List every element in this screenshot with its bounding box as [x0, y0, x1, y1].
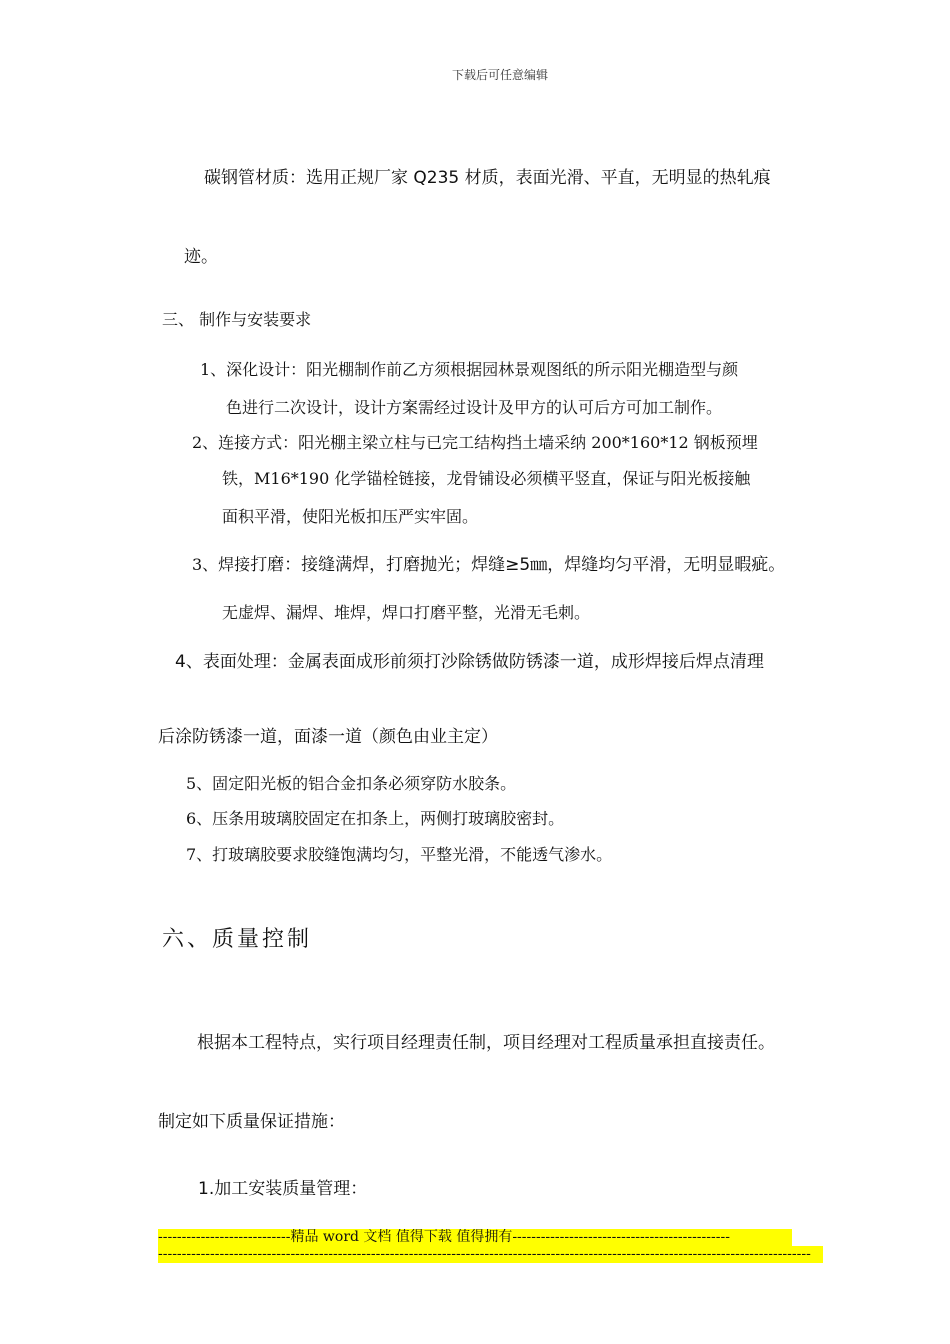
footer-banner-line-1: ----------------------------精品 word 文档 值得下载 值得拥有----------------------------------------------	[158, 1229, 792, 1246]
item-2-line-1: 2、连接方式：阳光棚主梁立柱与已完工结构挡土墙采纳 200*160*12 钢板预埋	[192, 433, 758, 452]
paragraph-material-line-1: 碳钢管材质：选用正规厂家 Q235 材质，表面光滑、平直，无明显的热轧痕	[204, 168, 771, 188]
paragraph-responsibility: 根据本工程特点，实行项目经理责任制，项目经理对工程质量承担直接责任。	[197, 1033, 775, 1053]
paragraph-material-line-2: 迹。	[184, 247, 218, 267]
page-header: 下载后可任意编辑	[452, 68, 549, 82]
paragraph-measures: 制定如下质量保证措施：	[158, 1112, 345, 1132]
section-heading-3: 三、 制作与安装要求	[162, 310, 312, 329]
item-2-line-3: 面积平滑，使阳光板扣压严实牢固。	[222, 507, 479, 526]
footer-banner-line-2: ------------------------------------------------------------------------------------------------------------------------------------------	[158, 1246, 823, 1263]
item-4-line-1: 4、表面处理：金属表面成形前须打沙除锈做防锈漆一道，成形焊接后焊点清理	[175, 652, 764, 672]
item-7: 7、打玻璃胶要求胶缝饱满均匀，平整光滑，不能透气渗水。	[186, 845, 613, 864]
item-4-line-2: 后涂防锈漆一道，面漆一道（颜色由业主定）	[158, 727, 498, 747]
item-3-prefix: 3、焊接	[192, 555, 251, 574]
item-6: 6、压条用玻璃胶固定在扣条上，两侧打玻璃胶密封。	[186, 809, 565, 828]
item-1-line-1: 1、深化设计：阳光棚制作前乙方须根据园林景观图纸的所示阳光棚造型与颜	[200, 360, 739, 379]
subheading-processing-install: 1.加工安装质量管理：	[198, 1179, 368, 1199]
item-5: 5、固定阳光板的铝合金扣条必须穿防水胶条。	[186, 774, 517, 793]
item-2-line-2: 铁，M16*190 化学锚栓链接，龙骨铺设必须横平竖直，保证与阳光板接触	[222, 469, 751, 488]
item-1-line-2: 色进行二次设计，设计方案需经过设计及甲方的认可后方可加工制作。	[226, 398, 723, 417]
item-3-line-2: 无虚焊、漏焊、堆焊，焊口打磨平整，光滑无毛刺。	[222, 603, 591, 622]
item-3-line-1	[192, 550, 785, 575]
item-3-text: 打磨：接缝满焊，打磨抛光；焊缝≥5㎜，焊缝均匀平滑，无明显暇疵。	[250, 555, 786, 575]
section-heading-6: 六、质量控制	[162, 927, 313, 952]
